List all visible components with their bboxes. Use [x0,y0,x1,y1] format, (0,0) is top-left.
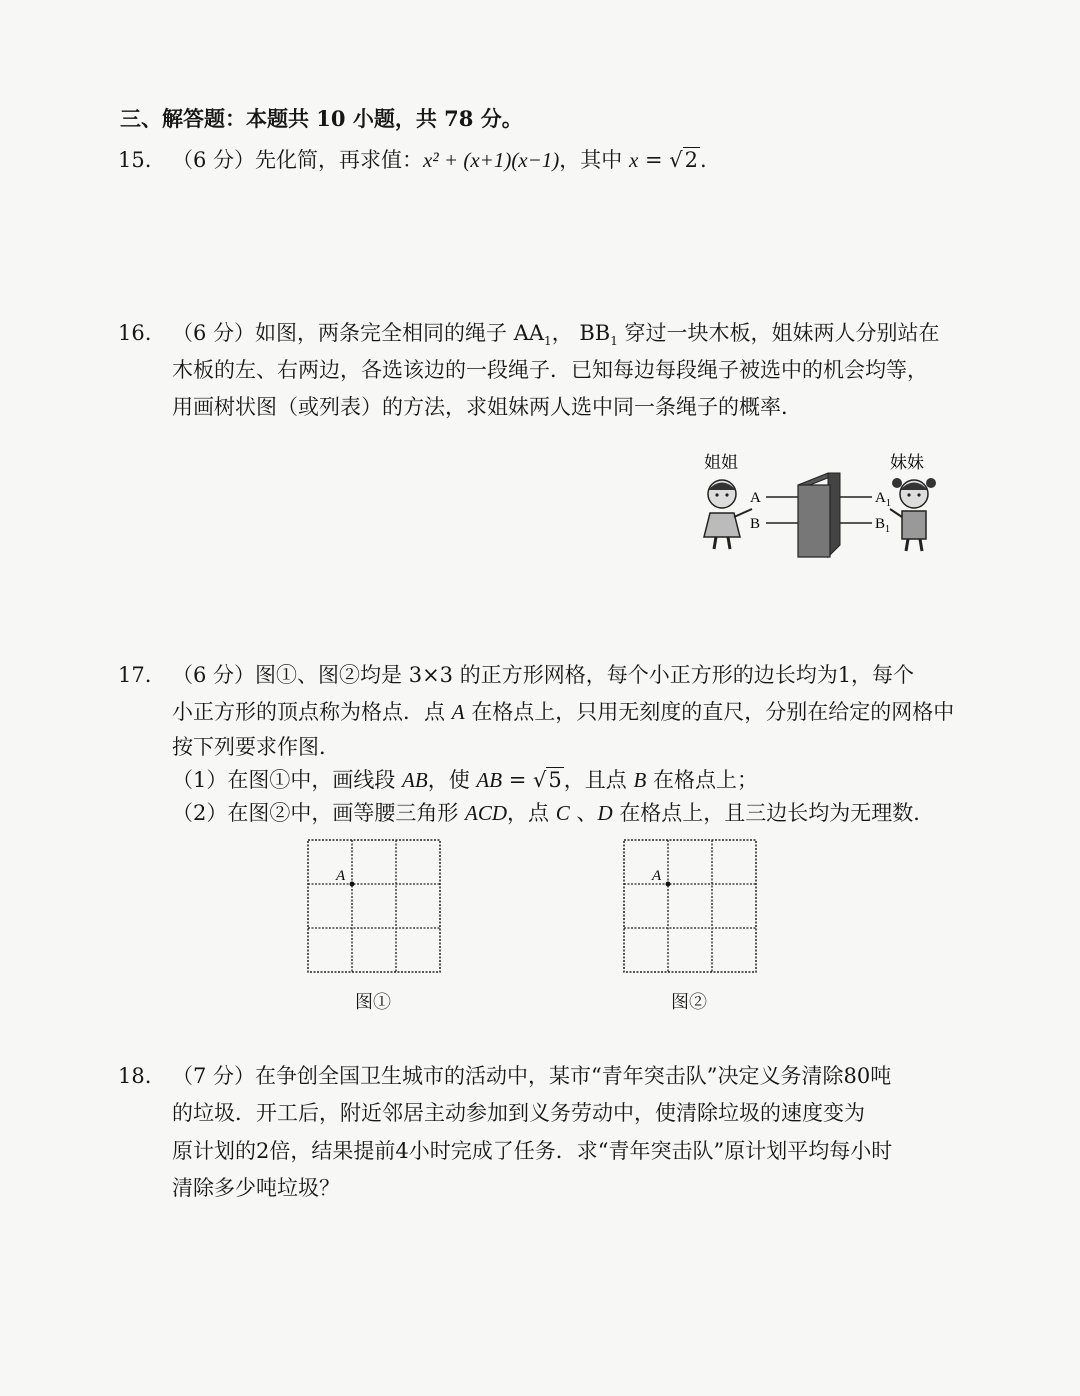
q18-number: 18. [118,1064,152,1088]
sisters-rope-figure [690,445,950,565]
q16-number: 16. [118,321,152,345]
q15-mid: ，其中 [559,148,629,172]
grid-figure-2 [622,838,762,978]
q15-number: 15. [118,148,152,172]
q16-sub-aa1: 1 [544,334,552,349]
younger-sister-icon [890,478,936,551]
q17-part1-ab2: AB [476,768,503,792]
q18-line1: （7 分）在争创全国卫生城市的活动中，某市“青年突击队”决定义务清除80吨 [172,1064,892,1088]
q15-radical-sign: √ [669,148,683,172]
section-title: 三、解答题：本题共 10 小题，共 78 分。 [120,106,523,131]
q16-line1-c: 穿过一块木板，姐妹两人分别站在 [617,321,940,345]
q17-radical-sign: √ [533,768,547,792]
q17-part2-acd: ACD [465,801,508,825]
q17-part2-a: （2）在图②中，画等腰三角形 [172,801,466,825]
q16-line1-a: （6 分）如图，两条完全相同的绳子 AA [172,321,545,345]
q17-part2-c: 、 [569,801,598,825]
figure-1-caption: 图① [355,992,391,1013]
label-b1: $B_1$ [875,516,891,535]
q17-part2-b: ，点 [507,801,556,825]
q17-part1-d: 在格点上； [646,768,758,792]
q17-part1-ab: AB [402,768,428,792]
grid1-point-a [350,882,355,887]
q18-line2: 的垃圾．开工后，附近邻居主动参加到义务劳动中，使清除垃圾的速度变为 [172,1101,865,1125]
q17-part1-b-var: B [633,768,647,792]
q17-line2-a: 小正方形的顶点称为格点．点 [172,700,452,724]
q15-lead: （6 分）先化简，再求值： [172,148,424,172]
older-sister-icon [704,480,752,549]
q16-line2: 木板的左、右两边，各选该边的一段绳子．已知每边每段绳子被选中的机会均等， [172,358,928,382]
q17-part1-c: ，且点 [563,768,634,792]
wooden-board-icon [798,473,840,557]
q17-part2 [172,798,934,828]
q17-part1-b: ，使 [427,768,477,792]
grid1-label-a: A [336,868,346,884]
q18-line3: 原计划的2倍，结果提前4小时完成了任务．求“青年突击队”原计划平均每小时 [172,1139,893,1163]
grid-figure-1 [306,838,446,978]
q16-sub-bb1: 1 [610,334,618,349]
label-jiejie: 姐姐 [704,453,738,473]
q17-line2-var: A [451,700,465,724]
q15-cond-var: x [628,148,639,172]
q16-line1-b: ， BB [551,321,611,345]
q15-text [172,145,707,175]
q17-line1: （6 分）图①、图②均是 3×3 的正方形网格，每个小正方形的边长均为1，每个 [172,663,915,687]
q17-line2 [172,697,954,727]
q16-line1 [172,318,940,356]
q16-line3: 用画树状图（或列表）的方法，求姐妹两人选中同一条绳子的概率． [172,395,802,419]
q15-end: . [700,148,707,172]
q17-part2-d-var: D [597,801,613,825]
label-b: B [750,516,761,532]
q15-expression: x² + (x+1)(x−1) [423,148,560,172]
label-a: A [750,490,761,506]
q18-line4: 清除多少吨垃圾？ [172,1176,340,1200]
q17-number: 17. [118,663,152,687]
q17-line3: 按下列要求作图． [172,735,340,759]
grid2-point-a [666,882,671,887]
q17-part1-a: （1）在图①中，画线段 [172,768,403,792]
figure-2-caption: 图② [671,992,707,1013]
q17-part1-eq: = [502,768,533,792]
q15-radicand: 2 [684,148,699,172]
q17-part2-c-var: C [555,801,570,825]
q17-part1 [172,765,758,795]
q17-part1-radicand: 5 [548,768,562,792]
label-meimei: 妹妹 [890,453,924,473]
q17-line2-b: 在格点上，只用无刻度的直尺，分别在给定的网格中 [464,700,955,724]
label-a1: $A_1$ [875,490,891,509]
grid2-label-a: A [652,868,662,884]
q15-cond-eq: = [638,148,670,172]
q17-part2-d: 在格点上，且三边长均为无理数． [612,801,935,825]
